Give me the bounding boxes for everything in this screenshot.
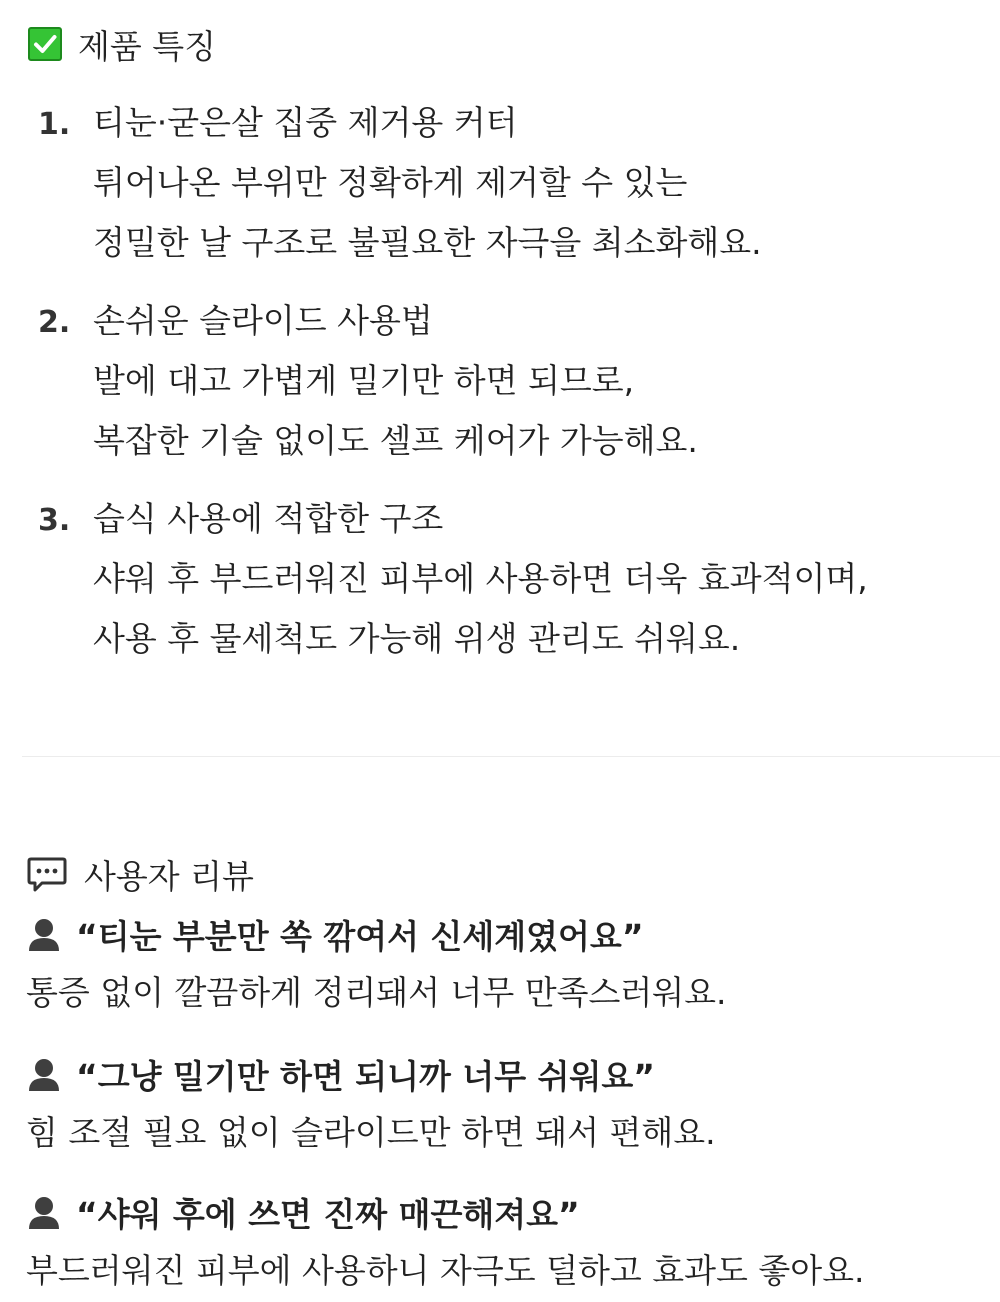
review-quote [26, 1044, 996, 1104]
reviews-title-text: 사용자 리뷰 [84, 856, 254, 896]
review-text: 부드러워진 피부에 사용하니 자극도 덜하고 효과도 좋아요. [26, 1251, 865, 1290]
features-section-title [28, 20, 216, 68]
features-title-text: 제품 특징 [78, 26, 217, 66]
review-quote-text: “그냥 밀기만 하면 되니까 너무 쉬워요” [76, 1056, 655, 1096]
feature-description-line: 사용 후 물세척도 가능해 위생 관리도 쉬워요. [93, 619, 741, 658]
review-quote [26, 1182, 996, 1242]
feature-description-line: 튀어나온 부위만 정확하게 제거할 수 있는 [93, 163, 688, 202]
feature-number: 2. [38, 305, 71, 340]
feature-description-line: 정밀한 날 구조로 불필요한 자극을 최소화해요. [93, 223, 762, 262]
review-item-1 [26, 904, 996, 1022]
person-icon [26, 916, 62, 952]
review-item-2 [26, 1044, 996, 1162]
feature-item-2 [0, 292, 1000, 490]
feature-heading: 습식 사용에 적합한 구조 [93, 499, 444, 538]
feature-description-line: 샤워 후 부드러워진 피부에 사용하면 더욱 효과적이며, [93, 559, 868, 598]
review-text: 힘 조절 필요 없이 슬라이드만 하면 돼서 편해요. [26, 1113, 716, 1152]
check-mark-button-icon [28, 27, 62, 61]
person-icon [26, 1056, 62, 1092]
section-divider [22, 756, 1000, 757]
feature-item-3 [0, 490, 1000, 688]
review-quote-text: “샤워 후에 쓰면 진짜 매끈해져요” [76, 1194, 580, 1234]
features-list [0, 94, 1000, 688]
review-quote-text: “티눈 부분만 쏙 깎여서 신세계였어요” [76, 916, 644, 956]
review-item-3 [26, 1182, 996, 1300]
feature-description-line: 복잡한 기술 없이도 셀프 케어가 가능해요. [93, 421, 698, 460]
speech-bubble-icon [26, 853, 68, 895]
review-quote [26, 904, 996, 964]
feature-heading: 손쉬운 슬라이드 사용법 [93, 301, 433, 340]
feature-number: 3. [38, 503, 71, 538]
feature-number: 1. [38, 107, 71, 142]
feature-heading: 티눈·굳은살 집중 제거용 커터 [93, 103, 518, 142]
feature-item-1 [0, 94, 1000, 292]
feature-description-line: 발에 대고 가볍게 밀기만 하면 되므로, [93, 361, 635, 400]
person-icon [26, 1194, 62, 1230]
review-text: 통증 없이 깔끔하게 정리돼서 너무 만족스러워요. [26, 973, 727, 1012]
reviews-section-title [26, 850, 254, 898]
